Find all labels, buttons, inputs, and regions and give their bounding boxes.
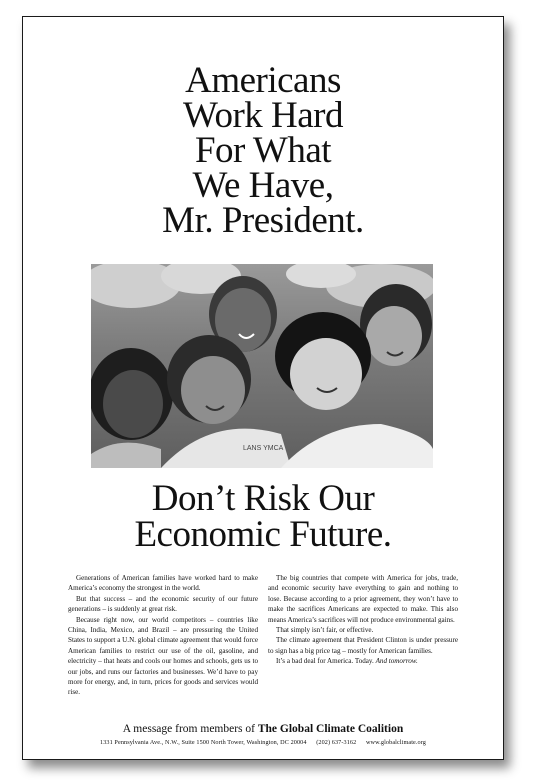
body-column-right (268, 573, 458, 667)
closing-text: It’s a bad deal for America. Today. (276, 657, 374, 666)
headline-line: Americans (185, 60, 341, 101)
street-address: 1331 Pennsylvania Ave., N.W., Suite 1500 North Tower, Washington, DC 20004 (100, 739, 307, 746)
closing-paragraph (268, 656, 458, 666)
closing-emphasis: And tomorrow. (375, 657, 418, 666)
subhead-line: Economic Future. (134, 514, 392, 555)
body-paragraph: The climate agreement that President Clinton is under pressure to sign has a big price tag – mostly for American families. (268, 636, 458, 655)
subhead-line: Don’t Risk Our (151, 478, 375, 519)
headline-line: Mr. President. (162, 200, 364, 241)
website: www.globalclimate.org (365, 739, 426, 746)
phone-number: (202) 637-3162 (316, 739, 357, 746)
sponsor-prefix: A message from members of (122, 723, 255, 735)
body-paragraph: That simply isn’t fair, or effective. (276, 626, 374, 635)
body-column-left (68, 573, 258, 698)
advertisement-page (22, 16, 504, 760)
body-paragraph: Because right now, our world competitors – countries like China, India, Mexico, and Brazil – are pressuring the United States to support a U.N. global climate agreement that would force American families to restrict our use of the oil, gasoline, and electricity – that heats and cools our homes and schools, gets us to our jobs, and runs our factories and businesses. We’d have to pay more for energy, and, in turn, prices for goods and services would rise. (68, 615, 258, 697)
body-paragraph: The big countries that compete with America for jobs, trade, and economic security have everything to gain and nothing to lose. Because according to a prior agreement, they won’t have to make the sacrifices Americans are expected to make. This also means America’s sacrifices will not produce environmental gains. (268, 574, 458, 624)
body-paragraph: Generations of American families have worked hard to make America’s economy the strongest in the world. (68, 574, 258, 593)
subhead (23, 478, 503, 555)
headline-line: We Have, (192, 165, 334, 206)
sponsor-org: The Global Climate Coalition (257, 723, 404, 735)
headline (23, 60, 503, 241)
sponsor-line (23, 723, 503, 735)
body-paragraph: But that success – and the economic security of our future generations – is suddenly at great risk. (68, 594, 258, 614)
headline-line: For What (194, 130, 332, 171)
shirt-lettering: LANS YMCA (243, 445, 284, 452)
contact-line (23, 739, 503, 746)
children-photo (91, 264, 433, 468)
headline-line: Work Hard (183, 95, 343, 136)
